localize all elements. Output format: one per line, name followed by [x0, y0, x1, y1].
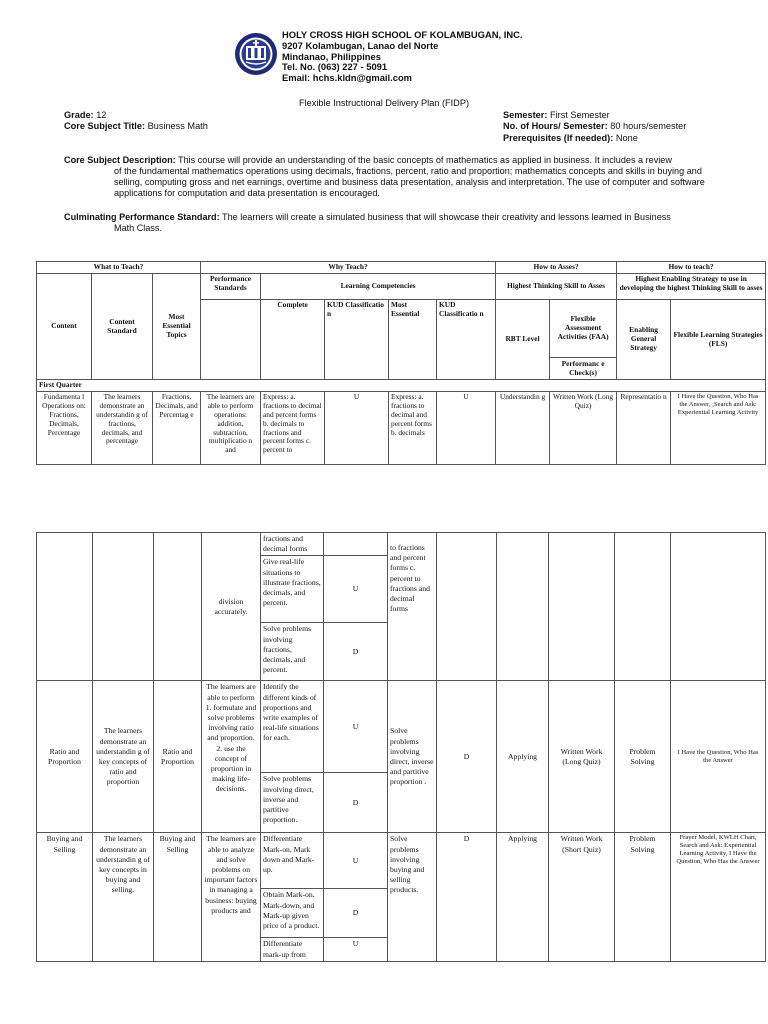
school-email: Email: hchs.kldn@gmail.com — [282, 72, 413, 84]
learning-competencies-header: Learning Competencies — [261, 274, 496, 300]
row2-rbt-level: Applying — [497, 681, 549, 833]
row3-topics: Buying and Selling — [154, 833, 202, 961]
kud-classification-header-1: KUD Classificatio n — [325, 300, 389, 380]
row1-kud-2: U — [437, 391, 496, 464]
description-label: Core Subject Description: — [64, 155, 176, 165]
row1c-real-life-competency: Give real-life situations to illustrate fractions, decimals, and percent. — [261, 556, 324, 623]
row1-rbt-level: Understandin g — [496, 391, 550, 464]
row2-faa: Written Work (Long Quiz) — [549, 681, 615, 833]
grade-label: Grade: — [64, 110, 94, 120]
why-teach-header: Why Teach? — [201, 262, 496, 274]
school-name: HOLY CROSS HIGH SCHOOL OF KOLAMBUGAN, INC. — [282, 29, 523, 40]
row2-kud-2: D — [437, 681, 497, 833]
row2-topics: Ratio and Proportion — [154, 681, 202, 833]
row3-competency-1: Differentiate Mark-on, Mark down and Mark-up. — [261, 833, 324, 889]
rbt-level-header: RBT Level — [496, 300, 550, 380]
row3-kud-3: U — [324, 938, 388, 961]
subject-label: Core Subject Title: — [64, 121, 146, 132]
culminating-first-line: The learners will create a simulated business that will showcase their creativity and lessons learned in Business — [222, 212, 671, 222]
row1c-fls — [671, 533, 766, 681]
row3-rbt-level: Applying — [497, 833, 549, 961]
semester-value: First Semester — [550, 110, 610, 120]
meta-right — [503, 110, 686, 144]
row3-competency-3: Differentiate mark-up from — [261, 938, 324, 961]
row3-content-standard: The learners demonstrate an understandin g of key concepts in buying and selling. — [93, 833, 154, 961]
row1-complete-competency: Express: a. fractions to decimal and percent forms b. decimals to fractions and percent forms c. percent to — [261, 391, 325, 464]
row2-content: Ratio and Proportion — [37, 681, 93, 833]
prereq-value: None — [615, 132, 638, 143]
fidp-table-part-1 — [36, 261, 766, 465]
row1-topics: Fractions, Decimals, and Percentag e — [153, 391, 201, 464]
hours-value: 80 hours/semester — [610, 121, 687, 132]
row1-kud-1: U — [325, 391, 389, 464]
row1-content: Fundamenta l Operations on: Fractions, Decimals, Percentage — [37, 391, 92, 464]
row1c-kud-empty — [324, 533, 388, 556]
performance-standards-sub — [201, 300, 261, 380]
row1c-general — [615, 533, 671, 681]
row1c-most-essential: to fractions and percent forms c. percent to fractions and decimal forms — [388, 533, 437, 681]
row1c-faa — [549, 533, 615, 681]
description-body: of the fundamental mathematics operations using decimals, fractions, percent, ratio and proportion; mathematics concepts and skills in buying and selling, computing gross and net earnings, overtime and business data presentation, analysis and interpretation. The use of computer and software applications for computation and data presentation is encouraged. — [114, 166, 705, 199]
performance-check-header: Performanc e Check(s) — [550, 358, 617, 380]
row3-performance-standard: The learners are able to analyze and solve problems on important factors in managing a business: buying products and — [202, 833, 261, 961]
prereq-label: Prerequisites (If needed): — [503, 132, 614, 143]
row2-competency-1: Identify the different kinds of proportions and write examples of real-life situations for each. — [261, 681, 324, 773]
row3-kud-2: D — [437, 833, 497, 961]
row3-kud-1: U — [324, 833, 388, 889]
content-header: Content — [37, 274, 92, 380]
highest-enabling-strategy-header: Highest Enabling Strategy to use in developing the highest Thinking Skill to asses — [617, 274, 766, 300]
row1c-standard — [93, 533, 154, 681]
row1c-performance: division accurately. — [202, 533, 261, 681]
most-essential-topics-header: Most Essential Topics — [153, 274, 201, 380]
kud-classification-header-2: KUD Classificatio n — [437, 300, 496, 380]
meta-left — [64, 110, 208, 133]
row3-content: Buying and Selling — [37, 833, 93, 961]
row1-performance-standard: The learners are able to perform operations: addition, subtraction, multiplicatio n and — [201, 391, 261, 464]
subject-value: Business Math — [147, 121, 208, 132]
row1c-topics — [154, 533, 202, 681]
row1c-solve-competency: Solve problems involving fractions, decimals, and percent. — [261, 623, 324, 681]
most-essential-header: Most Essential — [389, 300, 437, 380]
row3-kud-2b: D — [324, 889, 388, 938]
row2-kud-1: U — [324, 681, 388, 773]
culminating-label: Culminating Performance Standard: — [64, 212, 220, 222]
highest-thinking-skill-header: Highest Thinking Skill to Asses — [496, 274, 617, 300]
enabling-general-strategy-header: Enabling General Strategy — [617, 300, 671, 380]
row2-most-essential: Solve problems involving direct, inverse and partitive proportion . — [388, 681, 437, 833]
row2-performance-standard: The learners are able to perform 1. formulate and solve problems involving ratio and proportion. 2. use the concept of proportion in making life-decisions. — [202, 681, 261, 833]
row1c-solve-kud: D — [324, 623, 388, 681]
core-subject-description — [64, 155, 714, 199]
first-quarter-label: First Quarter — [37, 380, 766, 392]
row3-general-strategy: Problem Solving — [615, 833, 671, 961]
what-to-teach-header: What to Teach? — [37, 262, 201, 274]
row3-competency-2: Obtain Mark-on, Mark-down, and Mark-up given price of a product. — [261, 889, 324, 938]
school-seal-logo — [234, 32, 278, 76]
row3-fls: Frayer Model, KWLH Chart, Search and Ask: Experiential Learning Activity, I Have the Question, Who Has the Answer — [671, 833, 766, 961]
row2-fls: I Have the Question, Who Has the Answer — [671, 681, 766, 833]
grade-value: 12 — [96, 110, 107, 120]
school-header — [282, 30, 522, 84]
how-to-teach-header: How to teach? — [617, 262, 766, 274]
faa-header: Flexible Assessment Activities (FAA) — [550, 300, 617, 358]
row1c-rbt — [497, 533, 549, 681]
school-telephone: Tel. No. (063) 227 - 5091 — [282, 61, 388, 73]
row1-most-essential: Express: a. fractions to decimal and percent forms b. decimals — [389, 391, 437, 464]
performance-standards-header: Performance Standards — [201, 274, 261, 300]
row1c-content — [37, 533, 93, 681]
row2-general-strategy: Problem Solving — [615, 681, 671, 833]
row1-faa: Written Work (Long Quiz) — [550, 391, 617, 464]
row1c-kud2 — [437, 533, 497, 681]
school-address-line-2: Mindanao, Philippines — [282, 50, 381, 62]
content-standard-header: Content Standard — [92, 274, 153, 380]
row1-fls: I Have the Question, Who Has the Answer, ,Search and Ask: Experiential Learning Activity — [671, 391, 766, 464]
fls-header: Flexible Learning Strategies (FLS) — [671, 300, 766, 380]
row3-faa: Written Work (Short Quiz) — [549, 833, 615, 961]
culminating-standard — [64, 212, 714, 234]
description-first-line: This course will provide an understanding of the basic concepts of mathematics as applied in business. It includes a review — [178, 155, 672, 165]
hours-label: No. of Hours/ Semester: — [503, 121, 608, 132]
document-title: Flexible Instructional Delivery Plan (FIDP) — [298, 98, 470, 108]
semester-label: Semester: — [503, 110, 548, 120]
row1c-real-life-kud: U — [324, 556, 388, 623]
how-to-asses-header: How to Asses? — [496, 262, 617, 274]
culminating-body: Math Class. — [114, 223, 163, 234]
row2-competency-2: Solve problems involving direct, inverse and partitive proportion. — [261, 773, 324, 833]
row3-most-essential: Solve problems involving buying and selling products. — [388, 833, 437, 961]
fidp-table-part-2 — [36, 532, 766, 962]
school-address-line-1: 9207 Kolambugan, Lanao del Norte — [282, 39, 439, 51]
row2-kud-2b: D — [324, 773, 388, 833]
complete-header: Complete — [261, 300, 325, 380]
row1-content-standard: The learners demonstrate an understandin g of fractions, decimals, and percentage — [92, 391, 153, 464]
row1c-complete-cont: fractions and decimal forms — [261, 533, 324, 556]
row2-content-standard: The learners demonstrate an understandin g of key concepts of ratio and proportion — [93, 681, 154, 833]
row1-general-strategy: Representatio n — [617, 391, 671, 464]
